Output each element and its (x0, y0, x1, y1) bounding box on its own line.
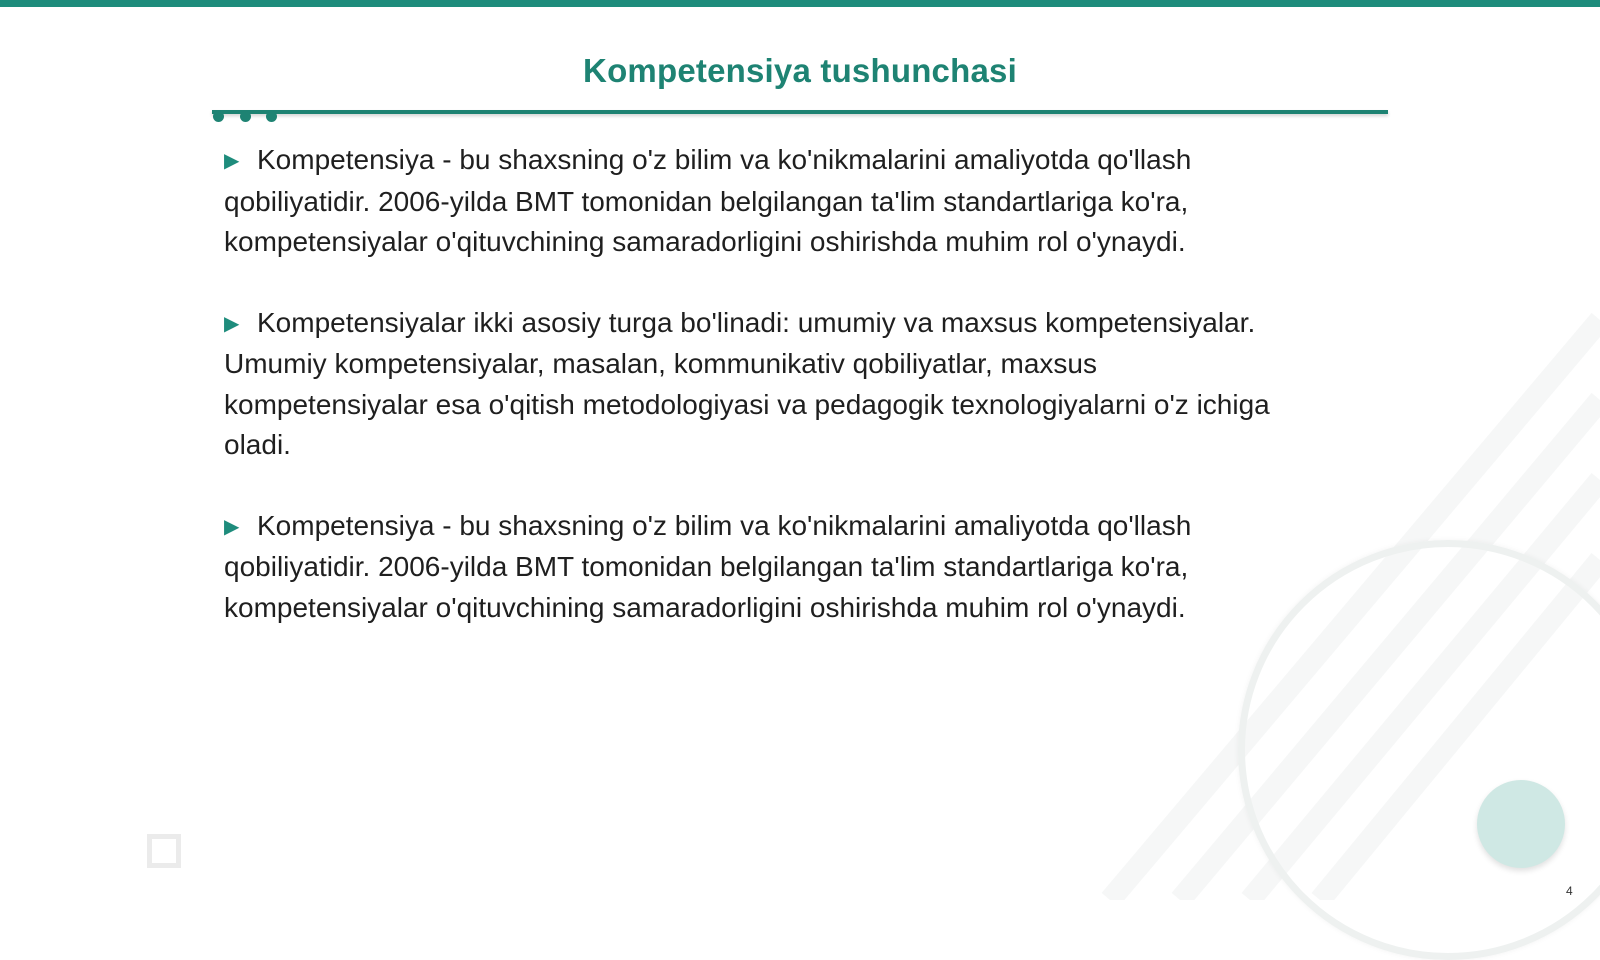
triangle-right-icon: ▶ (224, 312, 240, 335)
bullet-text-line: qobiliyatidir. 2006-yilda BMT tomonidan belgilangan ta'lim standartlariga ko'ra, (224, 185, 1189, 217)
bullet-text-line: Kompetensiyalar ikki asosiy turga bo'linadi: umumiy va maxsus kompetensiyalar. (257, 306, 1256, 338)
title-underline (212, 110, 1388, 114)
page-number: 4 (1566, 884, 1573, 898)
bullet-text-line: oladi. (224, 429, 291, 460)
triangle-right-icon: ▶ (224, 515, 240, 538)
rule-dot (266, 111, 277, 122)
bullet-text-line: kompetensiyalar esa o'qitish metodologiyasi va pedagogik texnologiyalarni o'z ichiga (224, 388, 1270, 420)
rule-dot (213, 111, 224, 122)
bullet-text-line: qobiliyatidir. 2006-yilda BMT tomonidan belgilangan ta'lim standartlariga ko'ra, (224, 551, 1189, 582)
bullet-item (224, 303, 1374, 466)
bullet-item (224, 506, 1374, 629)
bullet-text-line: kompetensiyalar o'qituvchining samaradorligini oshirishda muhim rol o'ynaydi. (224, 591, 1186, 623)
triangle-right-icon: ▶ (224, 150, 240, 172)
rule-dot (240, 111, 251, 122)
bullet-item (224, 140, 1374, 263)
decorative-square (147, 834, 181, 868)
bullet-text-line: Umumiy kompetensiyalar, masalan, kommunikativ qobiliyatlar, maxsus (224, 348, 1097, 379)
bullet-text-line: kompetensiyalar o'qituvchining samaradorligini oshirishda muhim rol o'ynaydi. (224, 226, 1186, 257)
bullet-list (224, 140, 1374, 668)
decorative-dot (1477, 780, 1565, 868)
bullet-text-line: Kompetensiya - bu shaxsning o'z bilim va ko'nikmalarini amaliyotda qo'llash (257, 509, 1192, 541)
bullet-text-line: Kompetensiya - bu shaxsning o'z bilim va ko'nikmalarini amaliyotda qo'llash (257, 144, 1192, 175)
top-accent-bar (0, 0, 1600, 7)
slide-title: Kompetensiya tushunchasi (583, 52, 1017, 89)
